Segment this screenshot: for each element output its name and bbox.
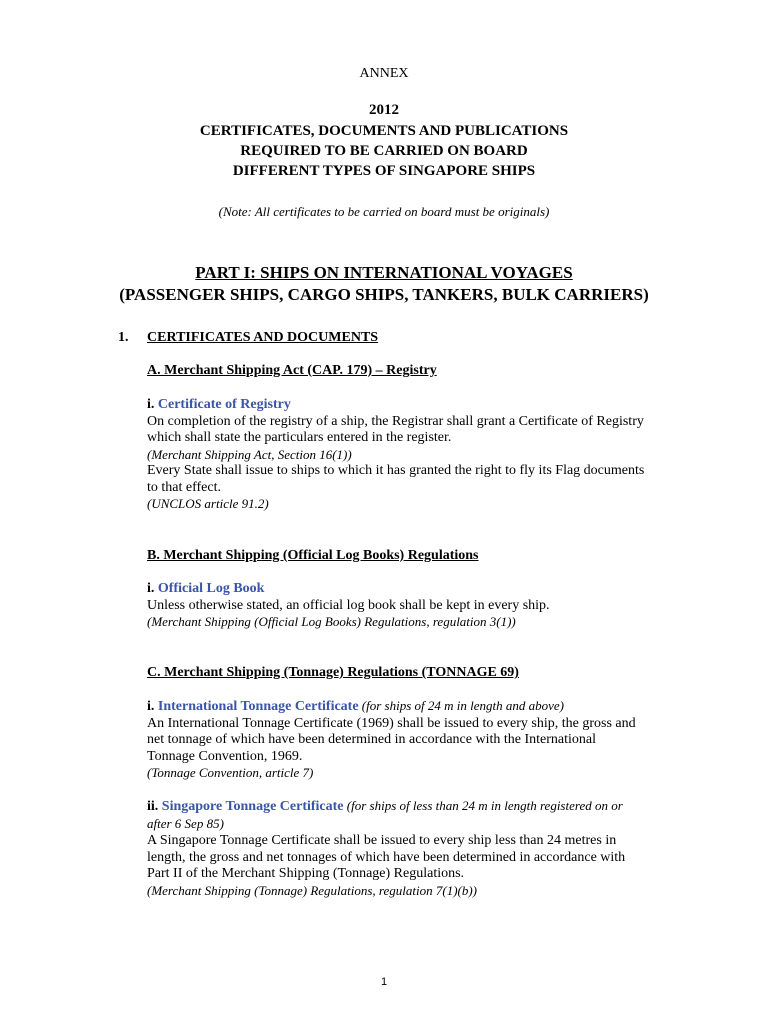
item-text: Unless otherwise stated, an official log book shall be kept in every ship. <box>147 597 550 613</box>
item-text: Every State shall issue to ships to which it has granted the right to fly its Flag documents to that effect. <box>147 463 645 495</box>
subsection-b-heading: B. Merchant Shipping (Official Log Books) Regulations <box>147 548 479 563</box>
item-text: On completion of the registry of a ship, the Registrar shall grant a Certificate of Registry which shall state the particulars entered in the register. <box>147 413 644 445</box>
item-reference: (Merchant Shipping (Tonnage) Regulations, regulation 7(1)(b)) <box>147 882 478 898</box>
part-heading: PART I: SHIPS ON INTERNATIONAL VOYAGES <box>195 263 573 282</box>
subsection-a-content <box>147 397 647 513</box>
title-line-2: REQUIRED TO BE CARRIED ON BOARD <box>240 143 528 159</box>
official-log-book-link[interactable]: Official Log Book <box>157 581 265 596</box>
originals-note: (Note: All certificates to be carried on board must be originals) <box>218 204 550 219</box>
item-official-log-book <box>147 581 647 598</box>
international-tonnage-certificate-link[interactable]: International Tonnage Certificate <box>157 699 359 714</box>
title-line-year: 2012 <box>369 102 399 118</box>
item-certificate-of-registry <box>147 397 647 414</box>
subsection-a-heading: A. Merchant Shipping Act (CAP. 179) – Registry <box>147 363 437 378</box>
item-number: i. <box>147 581 158 596</box>
item-number: ii. <box>147 799 162 814</box>
item-reference: (UNCLOS article 91.2) <box>147 496 269 511</box>
item-qualifier: (for ships of less than 24 m in length registered on or after 6 Sep 85) <box>147 798 623 831</box>
subsection-c-item-i <box>147 698 647 782</box>
item-number: i. <box>147 699 158 714</box>
item-text: An International Tonnage Certificate (1969) shall be issued to every ship, the gross and net tonnage of which have been determined in accordance with the International Tonnage Convention, 1969. <box>147 715 636 764</box>
section-number: 1. <box>118 330 129 345</box>
subsection-c-heading: C. Merchant Shipping (Tonnage) Regulations (TONNAGE 69) <box>147 665 519 680</box>
subsection-b-content <box>147 581 647 631</box>
section-title: CERTIFICATES AND DOCUMENTS <box>147 330 379 345</box>
item-qualifier: (for ships of 24 m in length and above) <box>358 698 565 713</box>
annex-label: ANNEX <box>359 66 409 81</box>
item-reference: (Tonnage Convention, article 7) <box>147 765 314 780</box>
item-reference: (Merchant Shipping Act, Section 16(1)) <box>147 446 352 462</box>
item-number: i. <box>147 397 158 412</box>
subsection-c-item-ii <box>147 798 647 899</box>
item-singapore-tonnage-certificate <box>147 798 647 833</box>
certificate-of-registry-link[interactable]: Certificate of Registry <box>157 397 291 412</box>
title-line-3: DIFFERENT TYPES OF SINGAPORE SHIPS <box>232 163 536 179</box>
item-international-tonnage-certificate <box>147 698 647 716</box>
page-number: 1 <box>380 976 388 988</box>
item-text: A Singapore Tonnage Certificate shall be issued to every ship less than 24 metres in length, the gross and net tonnages of which have been determined in accordance with Part II of the Merchant Shipping (Tonnage) Regulations. <box>147 833 626 881</box>
singapore-tonnage-certificate-link[interactable]: Singapore Tonnage Certificate <box>161 799 344 814</box>
part-subheading: (PASSENGER SHIPS, CARGO SHIPS, TANKERS, BULK CARRIERS) <box>119 285 649 304</box>
item-reference: (Merchant Shipping (Official Log Books) Regulations, regulation 3(1)) <box>147 614 516 629</box>
title-line-1: CERTIFICATES, DOCUMENTS AND PUBLICATIONS <box>199 123 569 139</box>
